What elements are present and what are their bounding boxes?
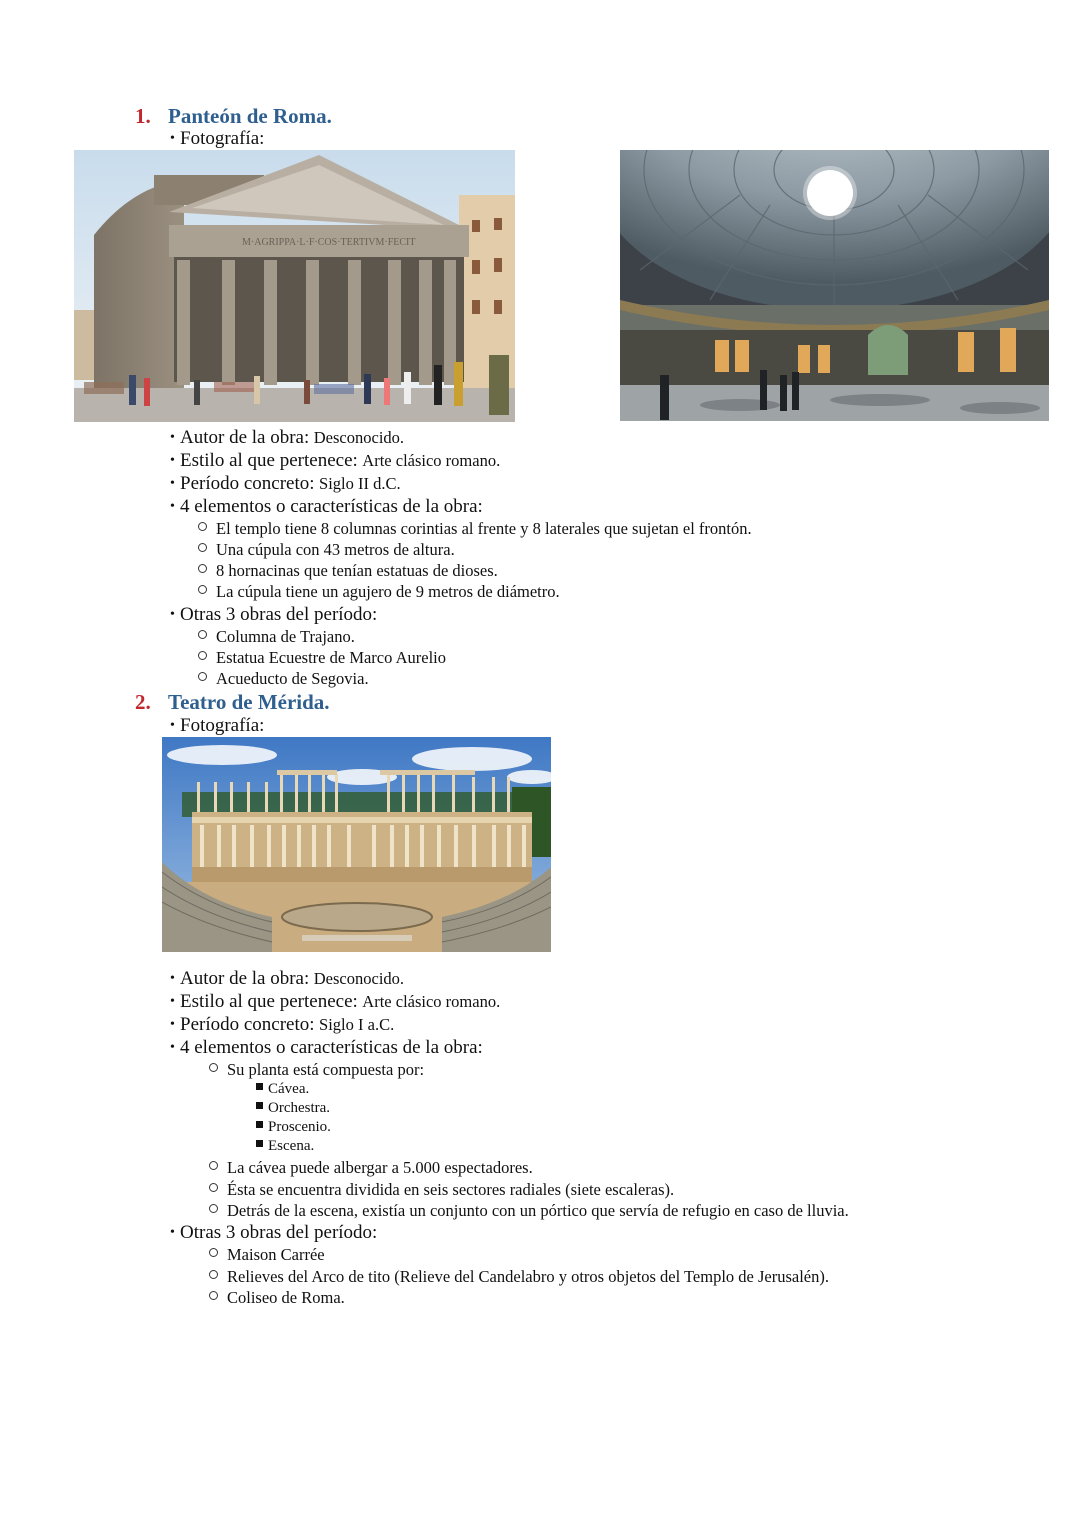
photo-label: • Fotografía: <box>170 715 265 736</box>
bullet-icon: • <box>170 718 175 733</box>
inscription-text: M·AGRIPPA·L·F·COS·TERTIVM·FECIT <box>242 237 416 248</box>
list-item: Relieves del Arco de tito (Relieve del Candelabro y otros objetos del Templo de Jerusalén). <box>209 1267 829 1287</box>
circle-bullet-icon <box>198 522 207 531</box>
elementos-heading: • 4 elementos o características de la obra: <box>170 496 483 517</box>
section-title: Teatro de Mérida. <box>168 690 330 714</box>
list-item: Columna de Trajano. <box>198 627 355 647</box>
bullet-icon: • <box>170 476 175 491</box>
circle-bullet-icon <box>198 651 207 660</box>
list-item: Su planta está compuesta por: <box>209 1060 424 1080</box>
circle-bullet-icon <box>198 564 207 573</box>
otras-heading: • Otras 3 obras del período: <box>170 604 378 625</box>
square-bullet-icon <box>256 1083 263 1090</box>
circle-bullet-icon <box>198 543 207 552</box>
sub-list-item: Proscenio. <box>256 1119 331 1136</box>
list-item: El templo tiene 8 columnas corintias al frente y 8 laterales que sujetan el frontón. <box>198 519 752 539</box>
list-item: Acueducto de Segovia. <box>198 669 369 689</box>
circle-bullet-icon <box>209 1161 218 1170</box>
list-item: Detrás de la escena, existía un conjunto con un pórtico que servía de refugio en caso de lluvia. <box>209 1201 849 1221</box>
circle-bullet-icon <box>209 1291 218 1300</box>
bullet-icon: • <box>170 1040 175 1055</box>
list-item: Coliseo de Roma. <box>209 1288 345 1308</box>
merida-theatre-photo <box>162 737 551 952</box>
bullet-icon: • <box>170 971 175 986</box>
bullet-icon: • <box>170 499 175 514</box>
photo-label: • Fotografía: <box>170 128 265 149</box>
square-bullet-icon <box>256 1102 263 1109</box>
sub-list-item: Cávea. <box>256 1081 309 1098</box>
circle-bullet-icon <box>209 1204 218 1213</box>
bullet-icon: • <box>170 1017 175 1032</box>
bullet-icon: • <box>170 131 175 146</box>
circle-bullet-icon <box>209 1270 218 1279</box>
bullet-icon: • <box>170 453 175 468</box>
square-bullet-icon <box>256 1121 263 1128</box>
section-number: 1. <box>135 104 151 128</box>
square-bullet-icon <box>256 1140 263 1147</box>
list-item: Maison Carrée <box>209 1245 325 1265</box>
otras-heading: • Otras 3 obras del período: <box>170 1222 378 1243</box>
elementos-heading: • 4 elementos o características de la obra: <box>170 1037 483 1058</box>
bullet-icon: • <box>170 607 175 622</box>
list-item: Una cúpula con 43 metros de altura. <box>198 540 455 560</box>
circle-bullet-icon <box>198 672 207 681</box>
periodo-row: • Período concreto: Siglo I a.C. <box>170 1014 395 1035</box>
list-item: La cávea puede albergar a 5.000 espectadores. <box>209 1158 533 1178</box>
circle-bullet-icon <box>209 1063 218 1072</box>
list-item: 8 hornacinas que tenían estatuas de dioses. <box>198 561 498 581</box>
section-title: Panteón de Roma. <box>168 104 332 128</box>
bullet-icon: • <box>170 1225 175 1240</box>
circle-bullet-icon <box>198 630 207 639</box>
list-item: La cúpula tiene un agujero de 9 metros de diámetro. <box>198 582 560 602</box>
autor-row: • Autor de la obra: Desconocido. <box>170 427 405 448</box>
estilo-row: • Estilo al que pertenece: Arte clásico romano. <box>170 991 501 1012</box>
circle-bullet-icon <box>198 585 207 594</box>
sub-list-item: Escena. <box>256 1138 314 1155</box>
sub-list-item: Orchestra. <box>256 1100 330 1117</box>
bullet-icon: • <box>170 994 175 1009</box>
circle-bullet-icon <box>209 1248 218 1257</box>
section-number: 2. <box>135 690 151 714</box>
list-item: Estatua Ecuestre de Marco Aurelio <box>198 648 446 668</box>
periodo-row: • Período concreto: Siglo II d.C. <box>170 473 401 494</box>
estilo-row: • Estilo al que pertenece: Arte clásico romano. <box>170 450 501 471</box>
circle-bullet-icon <box>209 1183 218 1192</box>
pantheon-interior-photo <box>620 150 1049 421</box>
list-item: Ésta se encuentra dividida en seis sectores radiales (siete escaleras). <box>209 1180 674 1200</box>
pantheon-exterior-photo <box>74 150 515 422</box>
bullet-icon: • <box>170 430 175 445</box>
autor-row: • Autor de la obra: Desconocido. <box>170 968 405 989</box>
